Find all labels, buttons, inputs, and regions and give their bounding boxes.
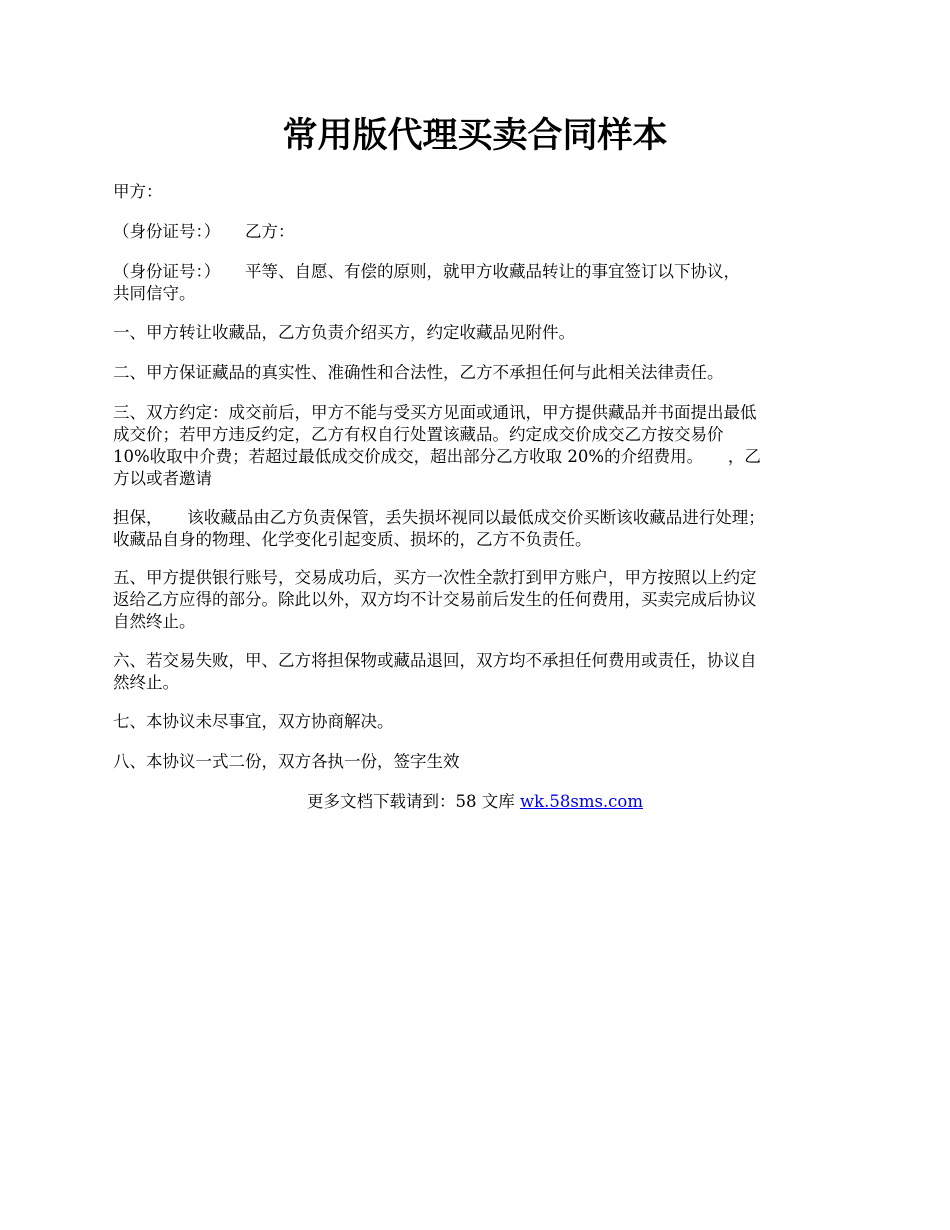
document-title: 常用版代理买卖合同样本 bbox=[282, 115, 668, 156]
site-link[interactable]: wk.58sms.com bbox=[519, 792, 643, 811]
paragraph-id-party-b bbox=[113, 221, 848, 243]
text-line: 共同信守。 bbox=[113, 284, 196, 303]
text-line: 方以或者邀请 bbox=[113, 469, 212, 488]
text-line: 然终止。 bbox=[113, 673, 179, 692]
clause-5 bbox=[113, 567, 848, 633]
text-line: 二、甲方保证藏品的真实性、准确性和合法性，乙方不承担任何与此相关法律责任。 bbox=[113, 363, 724, 382]
clause-2 bbox=[113, 362, 848, 384]
paragraph-principles bbox=[113, 261, 848, 305]
text-line: 八、本协议一式二份，双方各执一份，签字生效 bbox=[113, 752, 460, 771]
text-line: （身份证号：） 平等、自愿、有偿的原则，就甲方收藏品转让的事宜签订以下协议， bbox=[113, 262, 740, 281]
text-line: 六、若交易失败，甲、乙方将担保物或藏品退回，双方均不承担任何费用或责任，协议自 bbox=[113, 651, 757, 670]
text-line: （身份证号：） 乙方： bbox=[113, 222, 295, 241]
text-line: 返给乙方应得的部分。除此以外，双方均不计交易前后发生的任何费用，买卖完成后协议 bbox=[113, 590, 757, 609]
text-line: 收藏品自身的物理、化学变化引起变质、损坏的，乙方不负责任。 bbox=[113, 530, 592, 549]
clause-1 bbox=[113, 322, 848, 344]
text-line: 自然终止。 bbox=[113, 612, 196, 631]
text-line: 七、本协议未尽事宜，双方协商解决。 bbox=[113, 712, 394, 731]
text-line: 10%收取中介费；若超过最低成交价成交，超出部分乙方收取 20%的介绍费用。 ，乙 bbox=[113, 447, 761, 466]
clause-3 bbox=[113, 402, 848, 490]
clause-6 bbox=[113, 650, 848, 694]
paragraph-party-a bbox=[113, 181, 848, 203]
clause-7 bbox=[113, 711, 848, 733]
download-footer bbox=[0, 790, 950, 814]
text-line: 五、甲方提供银行账号，交易成功后，买方一次性全款打到甲方账户，甲方按照以上约定 bbox=[113, 568, 757, 587]
text-line: 甲方： bbox=[113, 182, 163, 201]
text-line: 担保， 该收藏品由乙方负责保管，丢失损坏视同以最低成交价买断该收藏品进行处理； bbox=[113, 508, 765, 527]
clause-8 bbox=[113, 751, 848, 773]
clause-4 bbox=[113, 507, 848, 551]
text-line: 一、甲方转让收藏品，乙方负责介绍买方，约定收藏品见附件。 bbox=[113, 323, 575, 342]
footer-prefix: 更多文档下载请到：58 文库 bbox=[306, 792, 520, 811]
text-line: 成交价；若甲方违反约定，乙方有权自行处置该藏品。约定成交价成交乙方按交易价 bbox=[113, 425, 724, 444]
text-line: 三、双方约定：成交前后，甲方不能与受买方见面或通讯，甲方提供藏品并书面提出最低 bbox=[113, 403, 757, 422]
